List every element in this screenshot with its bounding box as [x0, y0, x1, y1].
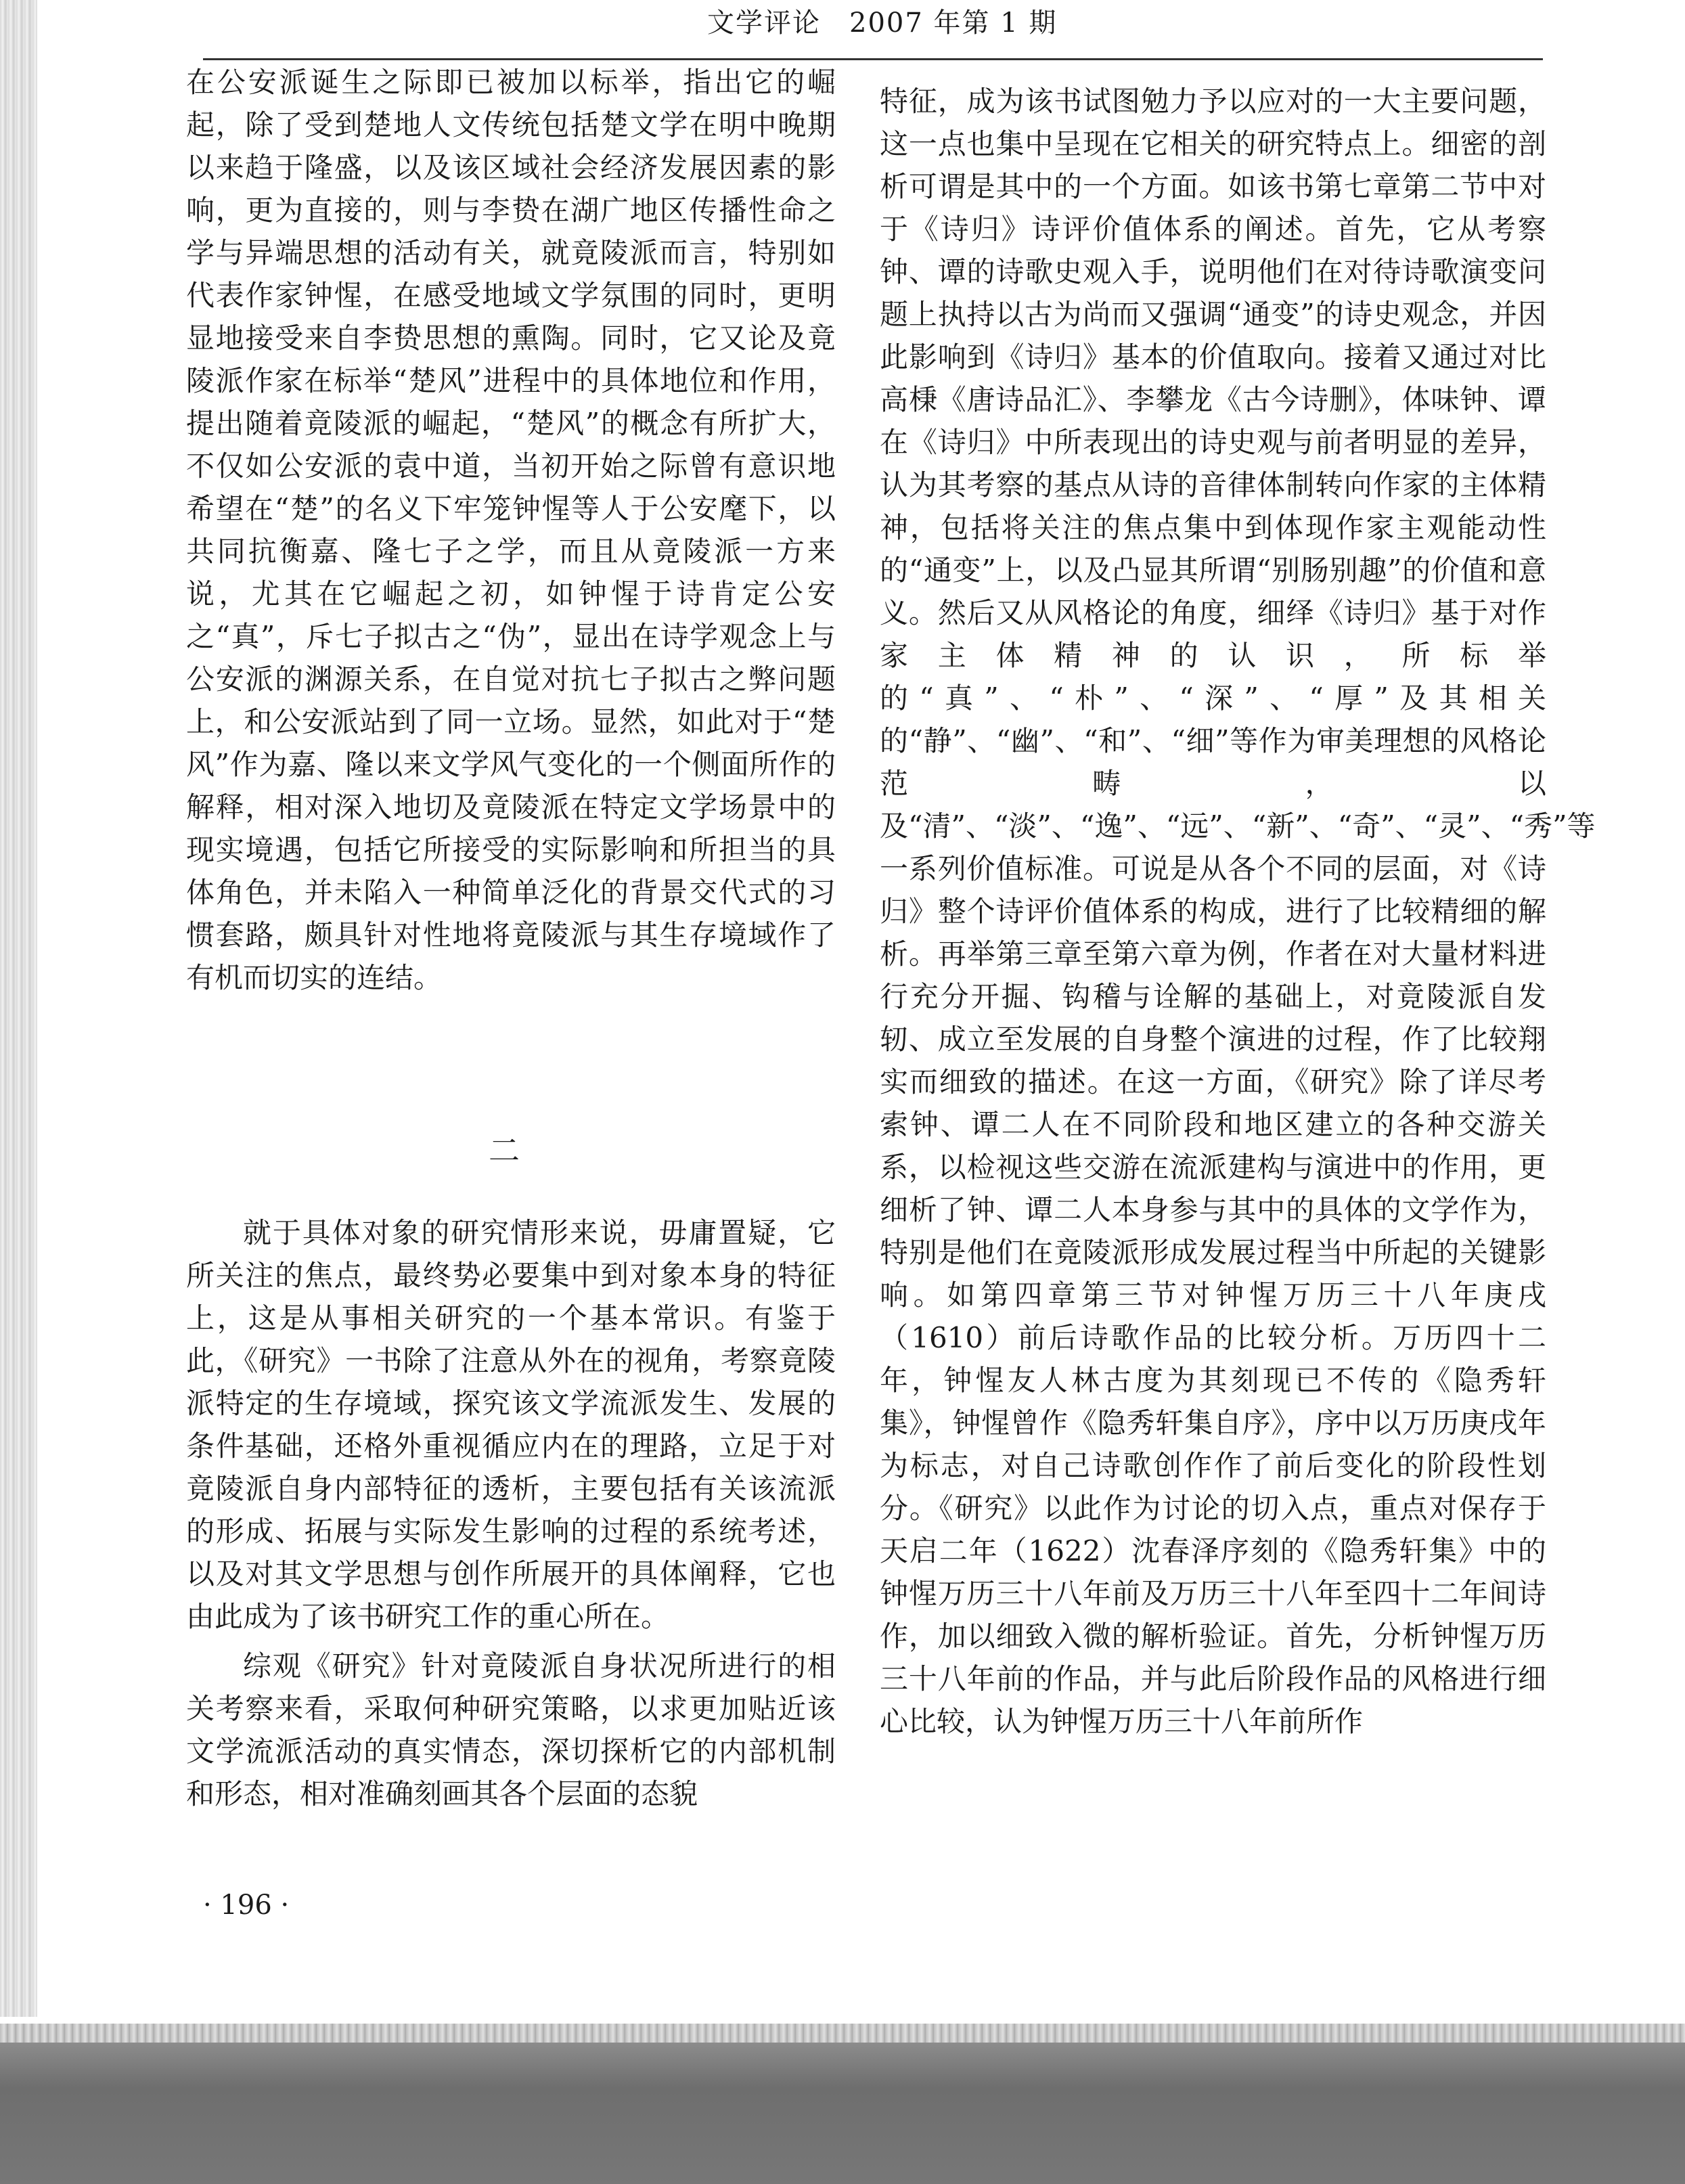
left-column-top [186, 61, 836, 999]
scan-page-stack [0, 2024, 1685, 2043]
running-header: 文学评论 2007 年第 1 期 [707, 7, 1058, 39]
paragraph: 就于具体对象的研究情形来说，毋庸置疑，它所关注的焦点，最终势必要集中到对象本身的特征上，这是从事相关研究的一个基本常识。有鉴于此，《研究》一书除了注意从外在的视角，考察竟陵派特定的生存境域，探究该文学流派发生、发展的条件基础，还格外重视循应内在的理路，立足于对竟陵派自身内部特征的透析，主要包括有关该流派的形成、拓展与实际发生影响的过程的系统考述，以及对其文学思想与创作所展开的具体阐释，它也由此成为了该书研究工作的重心所在。 [186, 1216, 836, 1633]
left-column-bottom [186, 1211, 836, 1815]
section-number: 二 [489, 1132, 520, 1169]
scan-shadow [0, 2024, 1685, 2184]
paragraph: 综观《研究》针对竟陵派自身状况所进行的相关考察来看，采取何种研究策略，以求更加贴近该文学流派活动的真实情态，深切探析它的内部机制和形态，相对准确刻画其各个层面的态貌 [186, 1649, 836, 1810]
right-column [880, 80, 1596, 1743]
paragraph: 在公安派诞生之际即已被加以标举，指出它的崛起，除了受到楚地人文传统包括楚文学在明中晚期以来趋于隆盛，以及该区域社会经济发展因素的影响，更为直接的，则与李贽在湖广地区传播性命之学与异端思想的活动有关，就竟陵派而言，特别如代表作家钟惺，在感受地域文学氛围的同时，更明显地接受来自李贽思想的熏陶。同时，它又论及竟陵派作家在标举“楚风”进程中的具体地位和作用，提出随着竟陵派的崛起，“楚风”的概念有所扩大，不仅如公安派的袁中道，当初开始之际曾有意识地希望在“楚”的名义下牢笼钟惺等人于公安麾下，以共同抗衡嘉、隆七子之学，而且从竟陵派一方来说，尤其在它崛起之初，如钟惺于诗肯定公安之“真”，斥七子拟古之“伪”，显出在诗学观念上与公安派的渊源关系，在自觉对抗七子拟古之弊问题上，和公安派站到了同一立场。显然，如此对于“楚风”作为嘉、隆以来文学风气变化的一个侧面所作的解释，相对深入地切及竟陵派在特定文学场景中的现实境遇，包括它所接受的实际影响和所担当的具体角色，并未陷入一种简单泛化的背景交代式的习惯套路，颇具针对性地将竟陵派与其生存境域作了有机而切实的连结。 [186, 66, 836, 994]
header-rule [203, 58, 1543, 60]
scan-page-edge [0, 0, 37, 2017]
page-number: · 196 · [203, 1890, 290, 1921]
paragraph: 特征，成为该书试图勉力予以应对的一大主要问题，这一点也集中呈现在它相关的研究特点上。细密的剖析可谓是其中的一个方面。如该书第七章第二节中对于《诗归》诗评价值体系的阐述。首先，它从考察钟、谭的诗歌史观入手，说明他们在对待诗歌演变问题上执持以古为尚而又强调“通变”的诗史观念，并因此影响到《诗归》基本的价值取向。接着又通过对比高棅《唐诗品汇》、李攀龙《古今诗删》，体味钟、谭在《诗归》中所表现出的诗史观与前者明显的差异，认为其考察的基点从诗的音律体制转向作家的主体精神，包括将关注的焦点集中到体现作家主观能动性的“通变”上，以及凸显其所谓“别肠别趣”的价值和意义。然后又从风格论的角度，细绎《诗归》基于对作家主体精神的认识，所标举的“真”、“朴”、“深”、“厚”及其相关的“静”、“幽”、“和”、“细”等作为审美理想的风格论范畴，以及“清”、“淡”、“逸”、“远”、“新”、“奇”、“灵”、“秀”等一系列价值标准。可说是从各个不同的层面，对《诗归》整个诗评价值体系的构成，进行了比较精细的解析。再举第三章至第六章为例，作者在对大量材料进行充分开掘、钩稽与诠解的基础上，对竟陵派自发轫、成立至发展的自身整个演进的过程，作了比较翔实而细致的描述。在这一方面，《研究》除了详尽考索钟、谭二人在不同阶段和地区建立的各种交游关系，以检视这些交游在流派建构与演进中的作用，更细析了钟、谭二人本身参与其中的具体的文学作为，特别是他们在竟陵派形成发展过程当中所起的关键影响。如第四章第三节对钟惺万历三十八年庚戌（1610）前后诗歌作品的比较分析。万历四十二年，钟惺友人林古度为其刻现已不传的《隐秀轩集》，钟惺曾作《隐秀轩集自序》，序中以万历庚戌年为标志，对自己诗歌创作作了前后变化的阶段性划分。《研究》以此作为讨论的切入点，重点对保存于天启二年（1622）沈春泽序刻的《隐秀轩集》中的钟惺万历三十八年前及万历三十八年至四十二年间诗作，加以细致入微的解析验证。首先，分析钟惺万历三十八年前的作品，并与此后阶段作品的风格进行细心比较，认为钟惺万历三十八年前所作 [880, 85, 1596, 1738]
